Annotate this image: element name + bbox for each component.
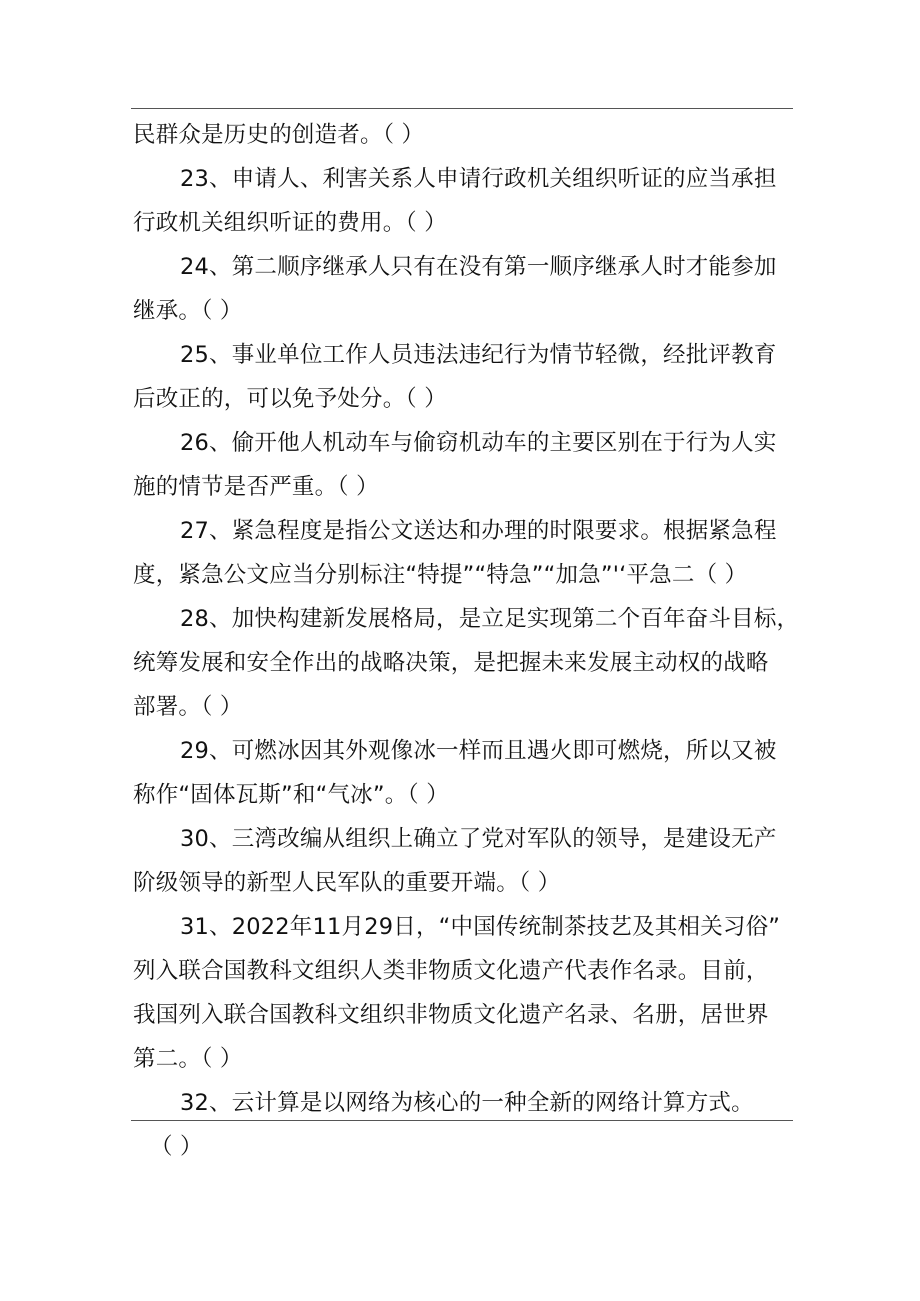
question-24-line-2: 继承。（ ） [133,298,243,324]
question-31-line-1: 31、2022年11月29日，“中国传统制茶技艺及其相关习俗” [180,914,781,940]
question-23-line-1: 23、申请人、利害关系人申请行政机关组织听证的应当承担 [180,166,777,192]
question-26-line-2: 施的情节是否严重。（ ） [133,474,379,500]
question-25-line-1: 25、事业单位工作人员违法违纪行为情节轻微，经批评教育 [180,342,777,368]
question-32-line-2: （ ） [150,1134,203,1160]
question-32-line-1: 32、云计算是以网络为核心的一种全新的网络计算方式。 [180,1090,754,1116]
question-26-line-1: 26、偷开他人机动车与偷窃机动车的主要区别在于行为人实 [180,430,777,456]
question-29-line-1: 29、可燃冰因其外观像冰一样而且遇火即可燃烧，所以又被 [180,738,777,764]
question-28-line-1: 28、加快构建新发展格局，是立足实现第二个百年奋斗目标， [180,606,800,632]
question-23-line-2: 行政机关组织听证的费用。（ ） [133,210,447,236]
question-30-line-1: 30、三湾改编从组织上确立了党对军队的领导，是建设无产 [180,826,777,852]
question-30-line-2: 阶级领导的新型人民军队的重要开端。（ ） [133,870,561,896]
text-line: 民群众是历史的创造者。（ ） [133,122,425,148]
question-25-line-2: 后改正的，可以免予处分。（ ） [133,386,447,412]
question-31-line-4: 第二。（ ） [133,1046,243,1072]
question-28-line-2: 统筹发展和安全作出的战略决策，是把握未来发展主动权的战略 [133,650,769,676]
footer-rule [131,1120,793,1121]
question-27-line-1: 27、紧急程度是指公文送达和办理的时限要求。根据紧急程 [180,518,777,544]
question-28-line-3: 部署。（ ） [133,694,243,720]
question-24-line-1: 24、第二顺序继承人只有在没有第一顺序继承人时才能参加 [180,254,777,280]
question-27-line-2: 度，紧急公文应当分别标注“特提”“特急”“加急”'‘平急二（ ） [133,562,748,588]
question-31-line-3: 我国列入联合国教科文组织非物质文化遗产名录、名册，居世界 [133,1002,769,1028]
header-rule [131,108,793,109]
question-29-line-2: 称作“固体瓦斯”和“气冰”。（ ） [133,782,449,808]
question-31-line-2: 列入联合国教科文组织人类非物质文化遗产代表作名录。目前， [133,958,769,984]
